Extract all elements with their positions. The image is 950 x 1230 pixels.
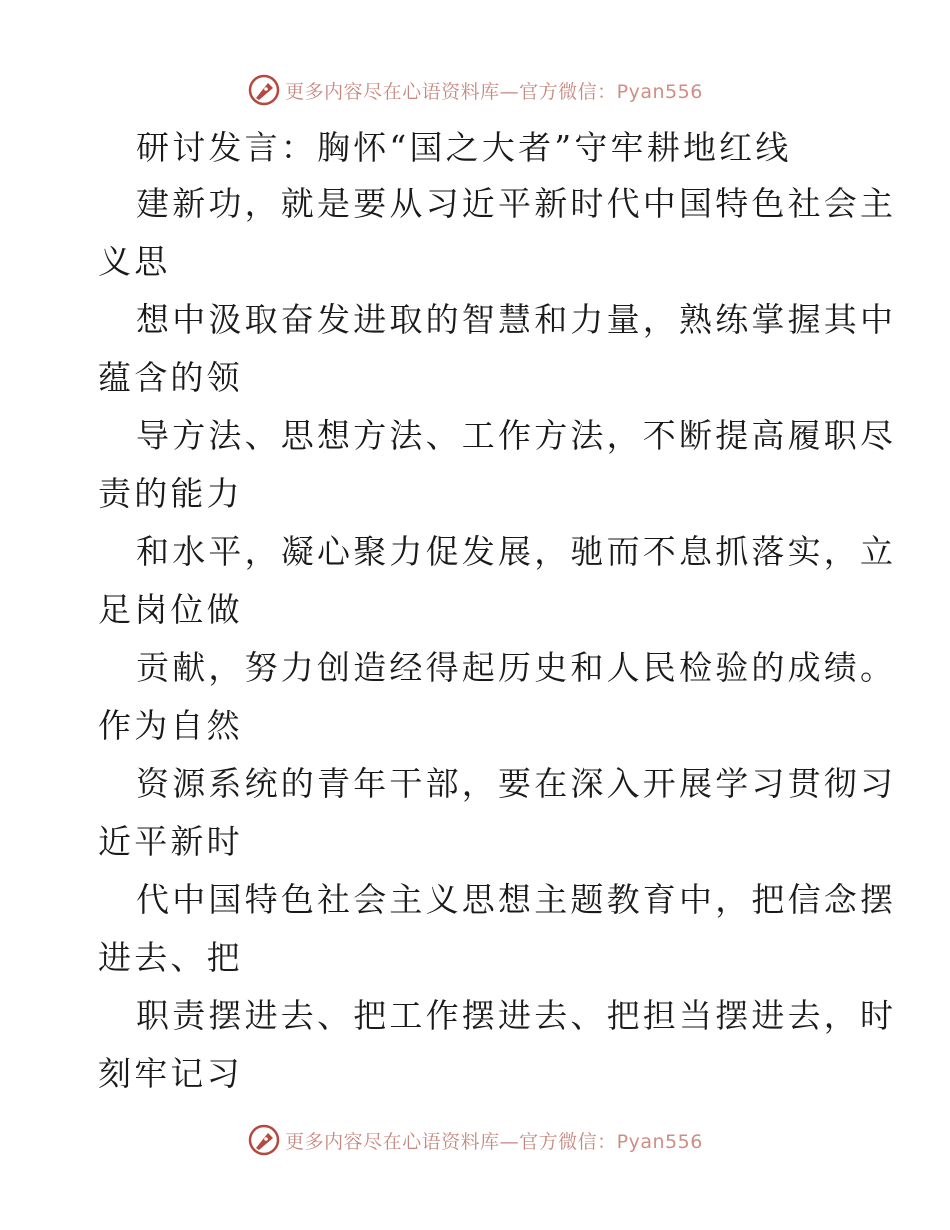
paragraph-line: 刻牢记习 — [98, 1054, 243, 1093]
paragraph-line: 足岗位做 — [98, 590, 243, 629]
footer-banner-label: 更多内容尽在心语资料库—官方微信： — [285, 1130, 617, 1153]
paragraph-line: 蕴含的领 — [98, 358, 243, 397]
pen-nib-logo-icon — [247, 73, 281, 107]
paragraph-line: 导方法、思想方法、工作方法，不断提高履职尽 — [136, 416, 897, 455]
header-banner-label: 更多内容尽在心语资料库—官方微信： — [285, 80, 617, 103]
footer-banner-text — [285, 1127, 703, 1154]
pen-nib-logo-icon — [247, 1123, 281, 1157]
paragraph-line: 贡献，努力创造经得起历史和人民检验的成绩。 — [136, 648, 897, 687]
paragraph-line: 职责摆进去、把工作摆进去、把担当摆进去，时 — [136, 996, 897, 1035]
paragraph-line: 作为自然 — [98, 706, 243, 745]
paragraph-line: 资源系统的青年干部，要在深入开展学习贯彻习 — [136, 764, 897, 803]
footer-banner-wechat: Pyan556 — [616, 1130, 703, 1153]
paragraph-line: 想中汲取奋发进取的智慧和力量，熟练掌握其中 — [136, 300, 897, 339]
paragraph-line: 义思 — [98, 242, 171, 281]
paragraph-line: 责的能力 — [98, 474, 243, 513]
header-banner-wechat: Pyan556 — [616, 80, 703, 103]
paragraph-line: 代中国特色社会主义思想主题教育中，把信念摆 — [136, 880, 897, 919]
header-banner-text — [285, 77, 703, 104]
document-title: 研讨发言：胸怀“国之大者”守牢耕地红线 — [136, 128, 792, 167]
paragraph-line: 进去、把 — [98, 938, 243, 977]
footer-banner — [0, 1120, 950, 1160]
paragraph-line: 和水平，凝心聚力促发展，驰而不息抓落实，立 — [136, 532, 897, 571]
paragraph-line: 建新功，就是要从习近平新时代中国特色社会主 — [136, 184, 897, 223]
header-banner — [0, 70, 950, 110]
paragraph-line: 近平新时 — [98, 822, 243, 861]
